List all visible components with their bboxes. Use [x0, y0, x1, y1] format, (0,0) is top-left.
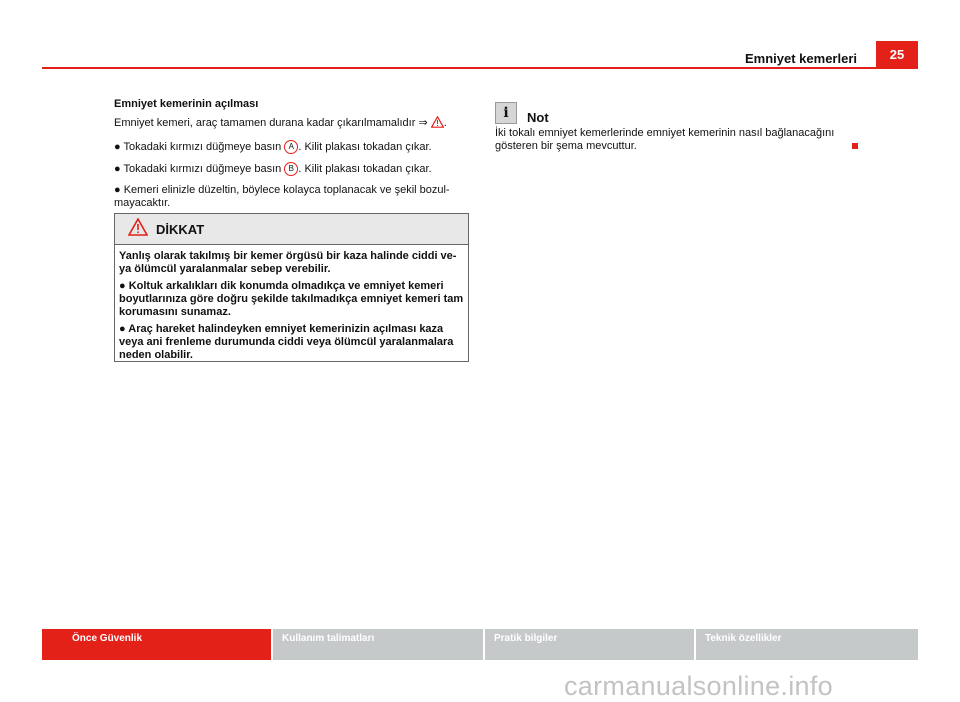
- info-icon: i: [495, 102, 517, 124]
- note-text: İki tokalı emniyet kemerlerinde emniyet kemerinin nasıl bağlanacağını gösteren bir şema mevcuttur.: [495, 127, 835, 152]
- list-item: [114, 140, 468, 154]
- bullet-text: Tokadaki kırmızı düğmeye basın: [123, 140, 282, 153]
- warning-title: DİKKAT: [156, 221, 205, 237]
- warning-body: [115, 245, 468, 362]
- section-end-marker: [852, 143, 858, 149]
- section-heading: Emniyet kemerinin açılması: [114, 98, 259, 110]
- letter-badge: A: [284, 140, 298, 154]
- note-title: Not: [527, 110, 549, 125]
- bullet-text-end: . Kilit plakası tokadan çıkar.: [298, 140, 432, 153]
- left-column: [114, 98, 468, 218]
- bullet-icon: ●: [119, 280, 129, 292]
- bullet-text: Tokadaki kırmızı düğmeye basın: [123, 162, 282, 175]
- bullet-text: Kemeri elinizle düzeltin, böylece kolayca toplanacak ve şekil bozul-mayacaktır.: [114, 184, 450, 209]
- intro-text: Emniyet kemeri, araç tamamen durana kadar çıkarılmamalıdır ⇒: [114, 117, 428, 129]
- intro-period: .: [443, 117, 447, 129]
- right-column: [495, 100, 875, 153]
- header-title: Emniyet kemerleri: [745, 51, 858, 66]
- bullet-icon: ●: [114, 140, 124, 153]
- bullet-icon: ●: [114, 162, 124, 175]
- warning-triangle-icon: [431, 116, 444, 132]
- bullet-icon: ●: [119, 323, 129, 335]
- warning-header: [115, 214, 468, 245]
- tab-kullanim-talimatlari[interactable]: Kullanım talimatları: [273, 629, 483, 660]
- tab-teknik-ozellikler[interactable]: Teknik özellikler: [696, 629, 918, 660]
- bullet-text-end: . Kilit plakası tokadan çıkar.: [298, 162, 432, 175]
- warning-intro: Yanlış olarak takılmış bir kemer örgüsü bir kaza halinde ciddi ve-ya ölümcül yaralanmalar sebep verebilir.: [119, 250, 457, 275]
- tab-once-guvenlik[interactable]: Önce Güvenlik: [42, 629, 271, 660]
- letter-badge: B: [284, 162, 298, 176]
- tab-pratik-bilgiler[interactable]: Pratik bilgiler: [485, 629, 694, 660]
- warning-triangle-icon: [128, 218, 148, 240]
- warning-box: [114, 213, 469, 362]
- note-header: [495, 100, 875, 124]
- footer-nav: [42, 629, 918, 660]
- bullet-text: Araç hareket halindeyken emniyet kemerinizin açılması kaza veya ani frenleme durumunda ciddi veya ölümcül yaralanmalara neden olabilir.: [119, 323, 454, 361]
- header-divider: [42, 67, 918, 69]
- list-item: [119, 280, 464, 319]
- page-number: 25: [876, 41, 918, 68]
- bullet-icon: ●: [114, 184, 124, 196]
- list-item: [114, 184, 468, 210]
- intro-paragraph: [114, 116, 468, 132]
- watermark: carmanualsonline.info: [564, 671, 833, 701]
- list-item: [119, 323, 464, 362]
- bullet-text: Koltuk arkalıkları dik konumda olmadıkça ve emniyet kemeri boyutlarınıza göre doğru şekilde takılmadıkça emniyet kemeri tam korumasını sunamaz.: [119, 280, 464, 318]
- list-item: [114, 162, 468, 176]
